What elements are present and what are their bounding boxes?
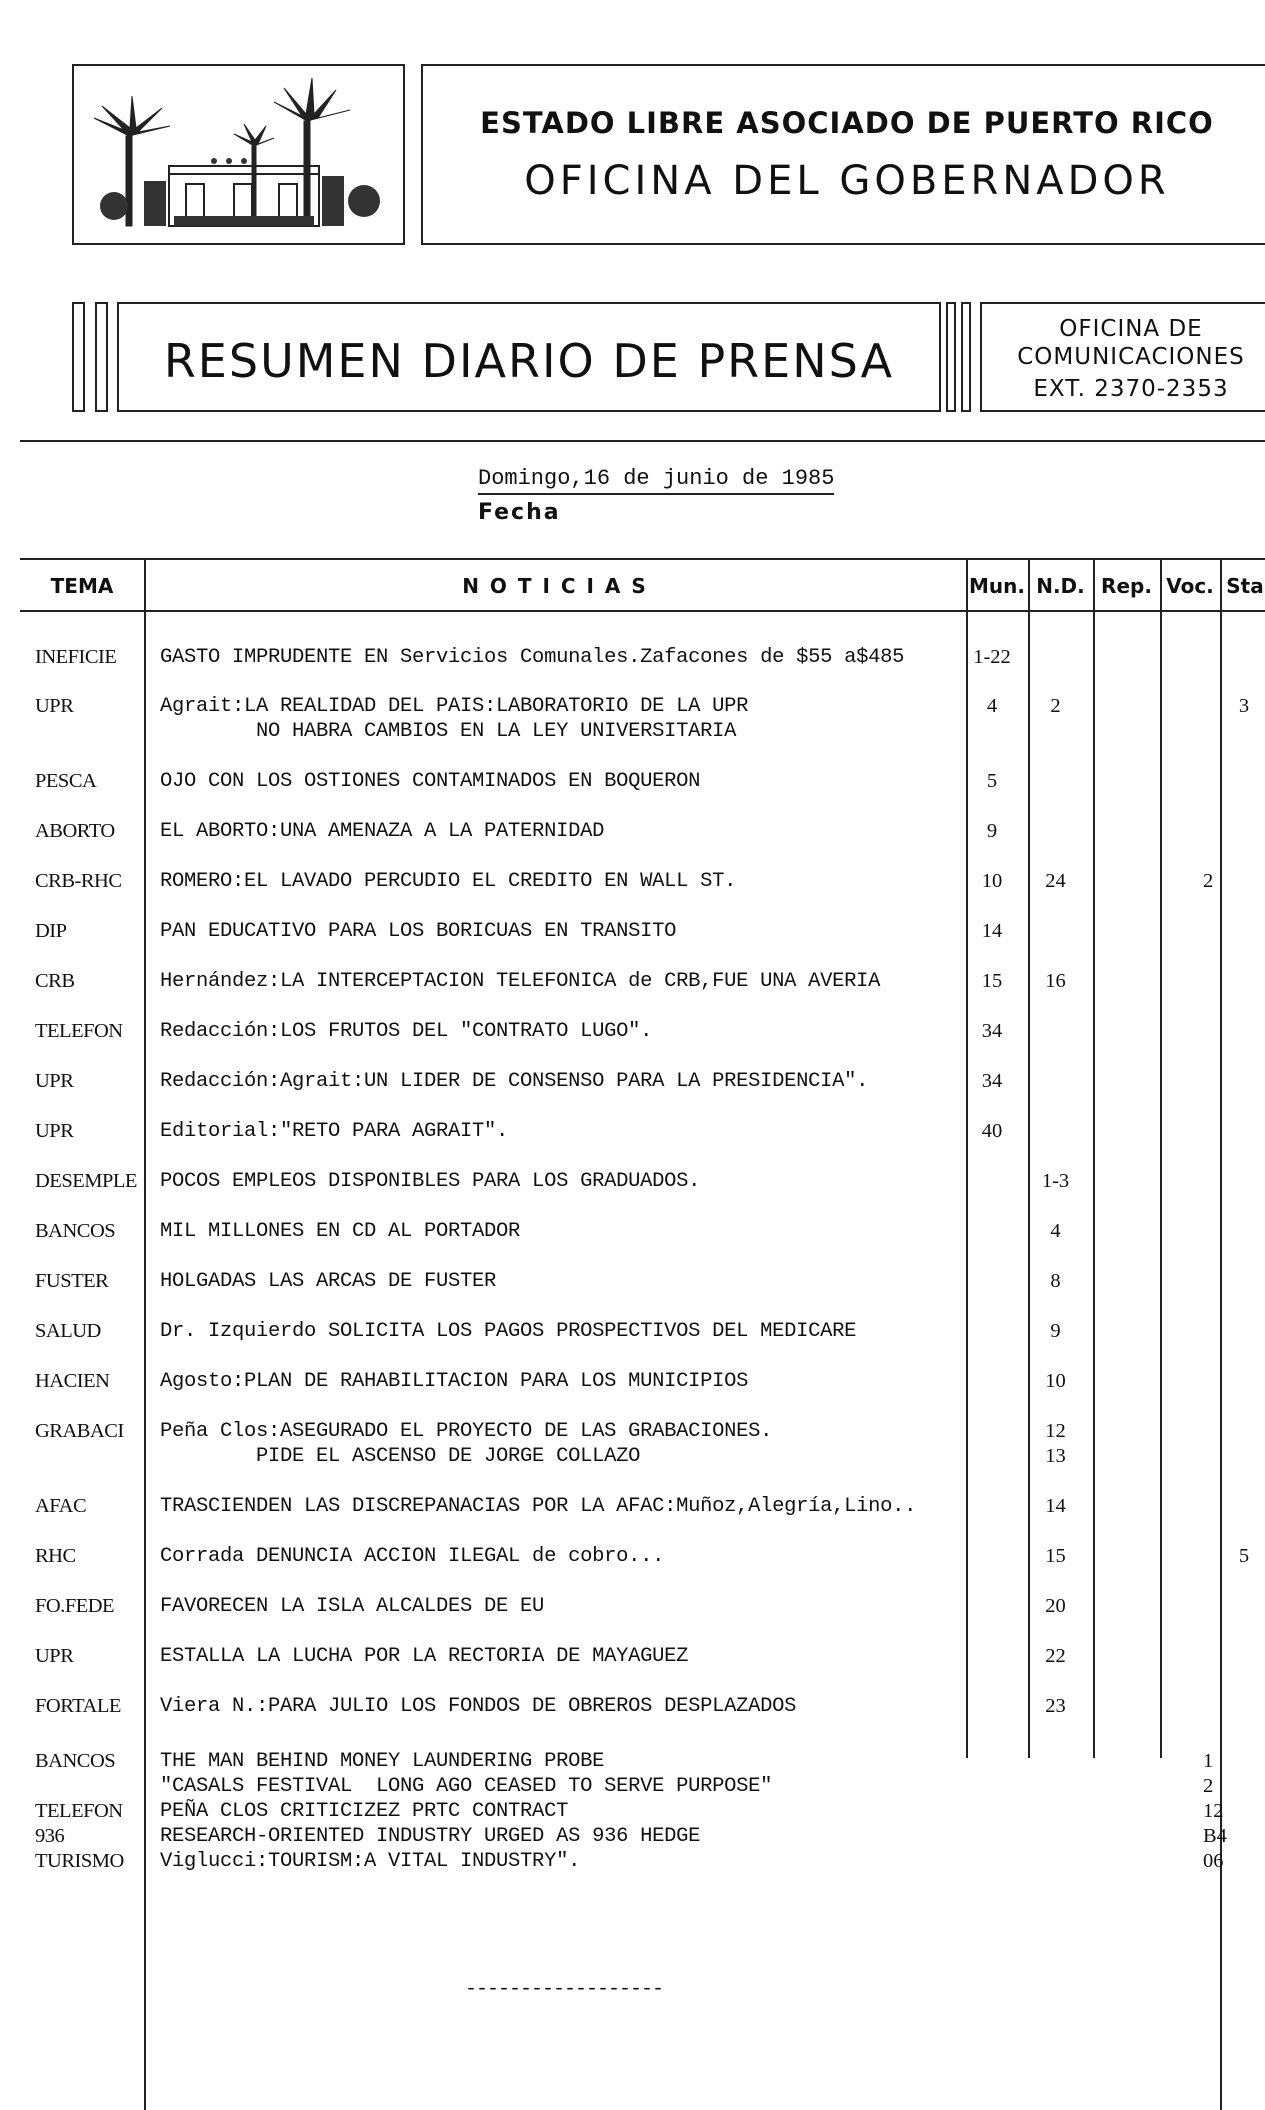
row-tema: UPR xyxy=(35,1120,74,1142)
row-noticia: Viglucci:TOURISM:A VITAL INDUSTRY". xyxy=(160,1850,581,1873)
row-nd: 9 xyxy=(1050,1320,1061,1342)
row-sta: B4 xyxy=(1203,1825,1227,1847)
row-mun: 40 xyxy=(981,1120,1003,1142)
row-tema: ABORTO xyxy=(35,820,115,842)
row-tema: BANCOS xyxy=(35,1750,116,1772)
row-tema: HACIEN xyxy=(35,1370,110,1392)
mansion-illustration xyxy=(74,66,405,245)
row-nd: 12 xyxy=(1045,1420,1066,1442)
row-sta: 06 xyxy=(1203,1850,1224,1872)
row-noticia: TRASCIENDEN LAS DISCREPANACIAS POR LA AFAC:Muñoz,Alegría,Lino.. xyxy=(160,1495,917,1518)
row-mun: 34 xyxy=(981,1020,1003,1042)
row-tema: AFAC xyxy=(35,1495,87,1517)
governor-seal-image xyxy=(72,64,405,245)
comm-office-ext: EXT. 2370-2353 xyxy=(1033,376,1229,402)
row-nd: 1-3 xyxy=(1041,1170,1070,1192)
row-tema: CRB xyxy=(35,970,75,992)
report-title-box xyxy=(117,302,941,412)
header-noticias: N O T I C I A S xyxy=(462,574,648,598)
row-tema: UPR xyxy=(35,1645,74,1667)
row-nd: 23 xyxy=(1045,1695,1066,1717)
table-header-rule xyxy=(20,610,1265,612)
row-noticia: RESEARCH-ORIENTED INDUSTRY URGED AS 936 HEDGE xyxy=(160,1825,701,1848)
row-nd: 16 xyxy=(1045,970,1066,992)
header-nd: N.D. xyxy=(1036,574,1085,598)
office-title-box xyxy=(421,64,1265,245)
row-tema: FUSTER xyxy=(35,1270,109,1292)
row-mun: 4 xyxy=(986,695,998,717)
row-tema: INEFICIE xyxy=(35,646,117,668)
date-label: Fecha xyxy=(478,500,561,525)
row-nd: 22 xyxy=(1045,1645,1066,1667)
column-divider-nd xyxy=(1028,558,1030,1758)
row-tema: CRB-RHC xyxy=(35,870,122,892)
row-tema: TURISMO xyxy=(35,1850,124,1872)
comm-office-line2: COMUNICACIONES xyxy=(1017,344,1245,370)
row-mun: 1-22 xyxy=(973,646,1011,668)
header-sta: Sta xyxy=(1226,574,1264,598)
news-table xyxy=(20,558,1265,2110)
decorative-bar-left-2 xyxy=(95,302,108,412)
decorative-bar-left-1 xyxy=(72,302,85,412)
row-tema: TELEFON xyxy=(35,1800,123,1822)
row-noticia: "CASALS FESTIVAL LONG AGO CEASED TO SERVE PURPOSE" xyxy=(160,1775,773,1798)
row-tema: TELEFON xyxy=(35,1020,123,1042)
row-noticia: OJO CON LOS OSTIONES CONTAMINADOS EN BOQUERON xyxy=(160,770,701,793)
row-noticia: Agosto:PLAN DE RAHABILITACION PARA LOS MUNICIPIOS xyxy=(160,1370,749,1393)
row-noticia: ROMERO:EL LAVADO PERCUDIO EL CREDITO EN WALL ST. xyxy=(160,870,737,893)
row-noticia: Hernández:LA INTERCEPTACION TELEFONICA de CRB,FUE UNA AVERIA xyxy=(160,970,881,993)
row-mun: 34 xyxy=(981,1070,1003,1092)
report-date: Domingo,16 de junio de 1985 xyxy=(478,466,834,495)
row-noticia: PAN EDUCATIVO PARA LOS BORICUAS EN TRANSITO xyxy=(160,920,677,943)
row-noticia: Viera N.:PARA JULIO LOS FONDOS DE OBREROS DESPLAZADOS xyxy=(160,1695,797,1718)
header-rep: Rep. xyxy=(1101,574,1152,598)
column-divider-rep xyxy=(1093,558,1095,1758)
row-mun: 10 xyxy=(981,870,1003,892)
row-tema: UPR xyxy=(35,1070,74,1092)
row-sta: 5 xyxy=(1238,1545,1250,1567)
row-tema: PESCA xyxy=(35,770,97,792)
closing-dashes: ------------------ xyxy=(465,1978,664,2001)
report-title: RESUMEN DIARIO DE PRENSA xyxy=(163,334,895,388)
row-tema: UPR xyxy=(35,695,74,717)
row-tema: DIP xyxy=(35,920,67,942)
row-sta: 3 xyxy=(1238,695,1250,717)
row-nd: 24 xyxy=(1045,870,1066,892)
row-noticia: FAVORECEN LA ISLA ALCALDES DE EU xyxy=(160,1595,545,1618)
header-divider xyxy=(20,440,1265,442)
row-nd: 10 xyxy=(1045,1370,1066,1392)
state-name: ESTADO LIBRE ASOCIADO DE PUERTO RICO xyxy=(480,106,1214,140)
row-tema: 936 xyxy=(35,1825,65,1847)
decorative-bar-right-2 xyxy=(961,302,971,412)
row-sta: 12 xyxy=(1203,1800,1224,1822)
column-divider-voc xyxy=(1160,558,1162,1758)
column-divider-sta xyxy=(1220,558,1222,2110)
row-mun: 15 xyxy=(981,970,1003,992)
column-divider-mun xyxy=(966,558,968,1758)
row-mun: 5 xyxy=(986,770,998,792)
row-noticia: EL ABORTO:UNA AMENAZA A LA PATERNIDAD xyxy=(160,820,605,843)
row-sta: 1 xyxy=(1203,1750,1214,1772)
row-mun: 14 xyxy=(981,920,1003,942)
row-noticia-line2: PIDE EL ASCENSO DE JORGE COLLAZO xyxy=(160,1445,641,1468)
row-noticia: Redacción:LOS FRUTOS DEL "CONTRATO LUGO". xyxy=(160,1020,653,1043)
row-nd-line2: 13 xyxy=(1045,1445,1066,1467)
row-tema: GRABACI xyxy=(35,1420,124,1442)
communications-office-box xyxy=(980,302,1265,412)
row-tema: RHC xyxy=(35,1545,76,1567)
row-nd: 4 xyxy=(1050,1220,1061,1242)
row-sta: 2 xyxy=(1203,870,1214,892)
row-noticia: HOLGADAS LAS ARCAS DE FUSTER xyxy=(160,1270,497,1293)
comm-office-line1: OFICINA DE xyxy=(1059,316,1203,342)
row-noticia: Corrada DENUNCIA ACCION ILEGAL de cobro... xyxy=(160,1545,665,1568)
row-noticia: Dr. Izquierdo SOLICITA LOS PAGOS PROSPECTIVOS DEL MEDICARE xyxy=(160,1320,857,1343)
row-noticia: Peña Clos:ASEGURADO EL PROYECTO DE LAS GRABACIONES. xyxy=(160,1420,773,1443)
row-noticia: Agrait:LA REALIDAD DEL PAIS:LABORATORIO DE LA UPR xyxy=(160,695,749,718)
row-noticia: Redacción:Agrait:UN LIDER DE CONSENSO PARA LA PRESIDENCIA". xyxy=(160,1070,869,1093)
header-tema: TEMA xyxy=(50,574,114,598)
row-tema: BANCOS xyxy=(35,1220,116,1242)
office-name: OFICINA DEL GOBERNADOR xyxy=(524,158,1170,204)
row-noticia: GASTO IMPRUDENTE EN Servicios Comunales.Zafacones de $55 a$485 xyxy=(160,646,905,669)
row-noticia: Editorial:"RETO PARA AGRAIT". xyxy=(160,1120,509,1143)
row-sta: 2 xyxy=(1203,1775,1214,1797)
row-noticia: POCOS EMPLEOS DISPONIBLES PARA LOS GRADUADOS. xyxy=(160,1170,701,1193)
row-noticia: THE MAN BEHIND MONEY LAUNDERING PROBE xyxy=(160,1750,605,1773)
row-noticia: PEÑA CLOS CRITICIZEZ PRTC CONTRACT xyxy=(160,1800,569,1823)
row-tema: SALUD xyxy=(35,1320,101,1342)
row-noticia-line2: NO HABRA CAMBIOS EN LA LEY UNIVERSITARIA xyxy=(160,720,737,743)
row-nd: 20 xyxy=(1045,1595,1066,1617)
row-tema: FORTALE xyxy=(35,1695,121,1717)
row-noticia: MIL MILLONES EN CD AL PORTADOR xyxy=(160,1220,521,1243)
row-tema: DESEMPLE xyxy=(35,1170,137,1192)
decorative-bar-right-1 xyxy=(946,302,956,412)
row-tema: FO.FEDE xyxy=(35,1595,115,1617)
row-nd: 14 xyxy=(1045,1495,1066,1517)
header-voc: Voc. xyxy=(1166,574,1214,598)
header-mun: Mun. xyxy=(969,574,1025,598)
row-mun: 9 xyxy=(986,820,998,842)
row-nd: 8 xyxy=(1050,1270,1061,1292)
row-noticia: ESTALLA LA LUCHA POR LA RECTORIA DE MAYAGUEZ xyxy=(160,1645,689,1668)
row-nd: 15 xyxy=(1045,1545,1066,1567)
row-nd: 2 xyxy=(1050,695,1061,717)
